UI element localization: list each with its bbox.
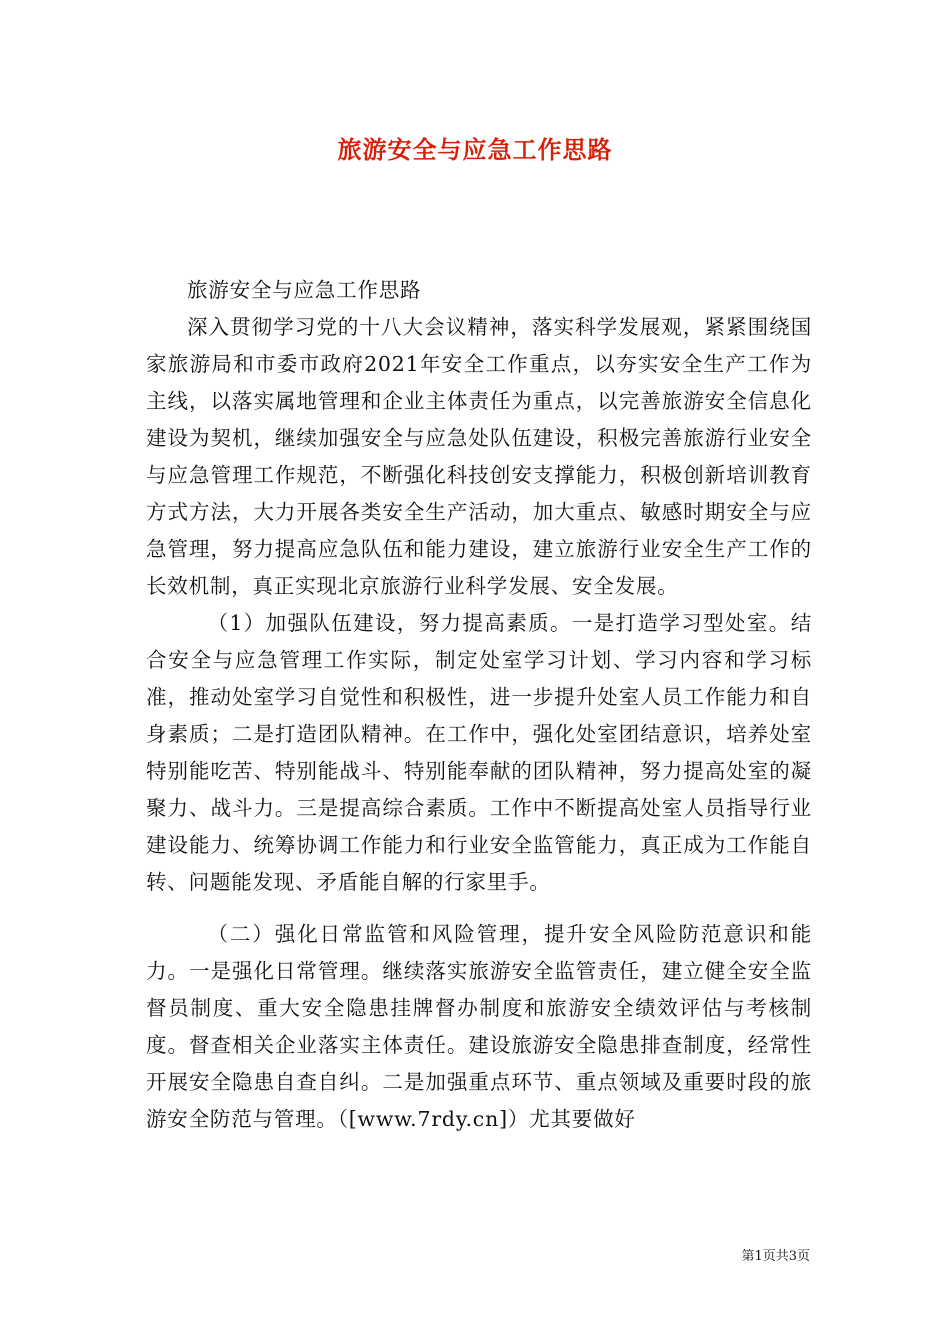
page-title: 旅游安全与应急工作思路	[337, 135, 613, 164]
page-number-footer: 第1页共3页	[741, 1249, 810, 1264]
paragraph-team-building: （1）加强队伍建设，努力提高素质。一是打造学习型处室。结合安全与应急管理工作实际，制定处室学习计划、学习内容和学习标准，推动处室学习自觉性和积极性，进一步提升处室人员工作能力和自身素质；二是打造团队精神。在工作中，强化处室团结意识，培养处室特别能吃苦、特别能战斗、特别能奉献的团队精神，努力提高处室的凝聚力、战斗力。三是提高综合素质。工作中不断提高处室人员指导行业建设能力、统筹协调工作能力和行业安全监管能力，真正成为工作能自转、问题能发现、矛盾能自解的行家里手。	[146, 611, 812, 894]
document-body	[146, 272, 812, 1138]
subtitle-line: 旅游安全与应急工作思路	[187, 278, 422, 302]
paragraph-intro: 深入贯彻学习党的十八大会议精神，落实科学发展观，紧紧围绕国家旅游局和市委市政府2021年安全工作重点，以夯实安全生产工作为主线，以落实属地管理和企业主体责任为重点，以完善旅游安全信息化建设为契机，继续加强安全与应急处队伍建设，积极完善旅游行业安全与应急管理工作规范，不断强化科技创安支撑能力，积极创新培训教育方式方法，大力开展各类安全生产活动，加大重点、敏感时期安全与应急管理，努力提高应急队伍和能力建设，建立旅游行业安全生产工作的长效机制，真正实现北京旅游行业科学发展、安全发展。	[146, 315, 812, 598]
paragraph-risk-management: （二）强化日常监管和风险管理，提升安全风险防范意识和能力。一是强化日常管理。继续落实旅游安全监管责任，建立健全安全监督员制度、重大安全隐患挂牌督办制度和旅游安全绩效评估与考核制度。督查相关企业落实主体责任。建设旅游安全隐患排查制度，经常性开展安全隐患自查自纠。二是加强重点环节、重点领域及重要时段的旅游安全防范与管理。（[www.7rdy.cn]）尤其要做好	[146, 922, 812, 1131]
